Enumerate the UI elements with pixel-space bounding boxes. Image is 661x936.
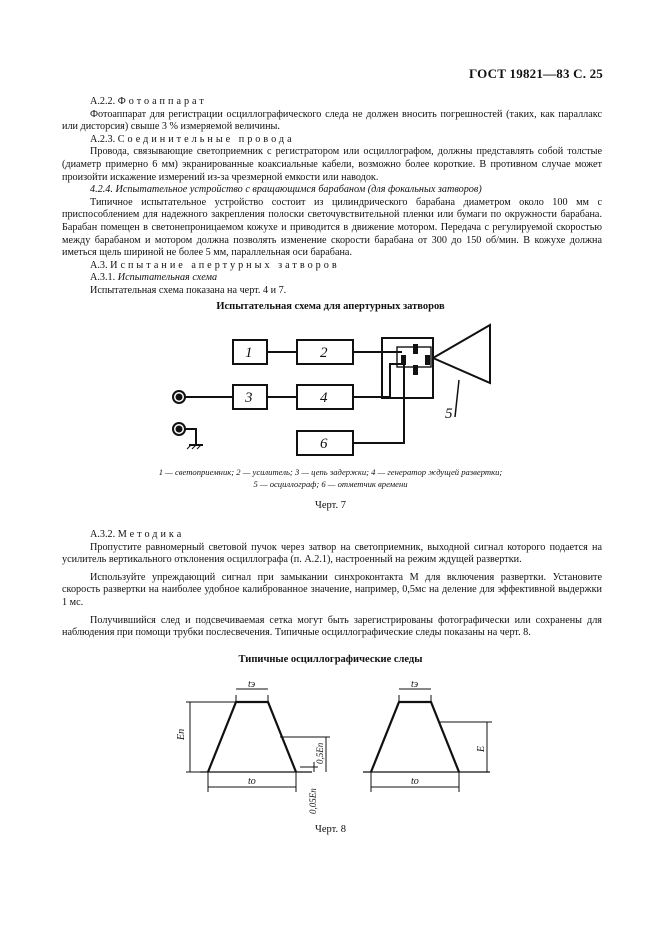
label-half: 0,5Eп bbox=[315, 742, 325, 764]
title-a31: Испытательная схема bbox=[117, 272, 218, 284]
fig7-legend bbox=[0, 466, 661, 490]
section-method bbox=[62, 529, 602, 640]
num-a223: А.2.3. bbox=[90, 133, 116, 145]
fig7-caption: Черт. 7 bbox=[315, 500, 346, 511]
label-ep: Eп bbox=[176, 728, 187, 740]
trace-right bbox=[371, 702, 459, 772]
fig8-labels bbox=[176, 679, 487, 814]
block-3-label: 3 bbox=[245, 390, 253, 406]
para-method-2: Используйте упреждающий сигнал при замыкании синхроконтакта М для включения развертки. Установите скорость развертки на наиболее удобное калиброванное значение, например, 0,5мс на деление для эффективной выдержки 1 мс. bbox=[62, 571, 602, 608]
ground-terminal-inner bbox=[177, 427, 182, 432]
para-a222: Фотоаппарат для регистрации осциллографического следа не должен вносить погрешностей (таких, как параллакс или дисторсия) свыше 3 % измеряемой величины. bbox=[62, 108, 602, 133]
block-2-label: 2 bbox=[320, 345, 328, 361]
heading-a32 bbox=[62, 529, 602, 542]
plate-b bbox=[414, 345, 417, 353]
para-a224: Типичное испытательное устройство состоит из цилиндрического барабана диаметром около 100 мм с приспособлением для надежного закрепления полоски светочувствительной пленки или бумаги по окружности барабана. Барабан помещен в светонепроницаемом кожухе и приводится в движение мотором. Передача с регулируемой скоростью между барабаном и мотором должна позволять изменение скорости барабана от 300 до 150 об/мин. В кожухе должна иметься щель шириной не более 5 мм, параллельная оси барабана. bbox=[62, 196, 602, 259]
label-te-right: tэ bbox=[411, 679, 419, 690]
para-method-3: Получившийся след и подсвечиваемая сетка могут быть зарегистрированы фотографически или сохранены для наблюдения при помощи трубки послесвечения. Типичные осциллографические следы показаны на черт. 8. bbox=[62, 614, 602, 639]
label-e-right: E bbox=[476, 745, 487, 752]
wire-6-scope bbox=[353, 364, 404, 443]
para-a223: Провода, связывающие светоприемник с регистратором или осциллографом, должны представлять собой толстые (диаметр примерно 6 мм) экранированные коаксиальные кабели, возможно более короткие. В противном случае может произойти искажение измерений из-за чрезмерной емкости или наводок. bbox=[62, 146, 602, 183]
plate-a bbox=[402, 356, 405, 364]
title-a224: Испытательное устройство с вращающимся барабаном (для фокальных затворов) bbox=[115, 184, 482, 196]
label-te-left: tэ bbox=[248, 679, 256, 690]
num-a3: А.3. bbox=[90, 259, 108, 271]
num-a31: А.3.1. bbox=[90, 272, 116, 284]
fig7-title: Испытательная схема для апертурных затворов bbox=[216, 301, 445, 312]
block-6-label: 6 bbox=[320, 436, 328, 452]
fig8-traces bbox=[186, 689, 492, 792]
plate-d bbox=[426, 356, 429, 364]
page-header: ГОСТ 19821—83 С. 25 bbox=[469, 66, 603, 81]
fig8-caption: Черт. 8 bbox=[315, 824, 346, 835]
input-terminal-inner bbox=[177, 395, 182, 400]
title-a222: Фотоаппарат bbox=[117, 96, 207, 107]
legend-line-1: 1 — светоприемник; 2 — усилитель; 3 — цепь задержки; 4 — генератор ждущей развертки; bbox=[158, 467, 503, 477]
block-4-label: 4 bbox=[320, 390, 328, 406]
block-1-label: 1 bbox=[245, 345, 253, 361]
fig7-diagram bbox=[173, 325, 490, 455]
title-a3: Испытание апертурных затворов bbox=[110, 259, 340, 271]
title-a223: Соединительные провода bbox=[117, 133, 295, 145]
num-a224: 4.2.4. bbox=[90, 184, 113, 196]
para-a31: Испытательная схема показана на черт. 4 и 7. bbox=[90, 284, 287, 296]
num-a222: А.2.2. bbox=[90, 96, 116, 107]
label-to-left: tо bbox=[248, 776, 256, 787]
oscilloscope-tube bbox=[433, 325, 490, 383]
title-a32: Методика bbox=[117, 529, 185, 540]
label-5: 5 bbox=[445, 406, 453, 422]
num-a32: А.3.2. bbox=[90, 529, 116, 540]
ground-wire bbox=[185, 429, 196, 445]
wire-4-scope bbox=[353, 364, 402, 397]
leader-5 bbox=[455, 380, 459, 417]
label-to-right: tо bbox=[411, 776, 419, 787]
plate-c bbox=[414, 366, 417, 374]
para-method-1: Пропустите равномерный световой пучок через затвор на светоприемник, выходной сигнал которого подается на усилитель вертикального отклонения осциллографа (п. А.2.1), настроенный на режим ждущей развертки. bbox=[62, 541, 602, 566]
legend-line-2: 5 — осциллограф; 6 — отметчик времени bbox=[253, 479, 408, 489]
label-zero: 0,05Eп bbox=[308, 788, 318, 814]
fig8-title: Типичные осциллографические следы bbox=[238, 654, 423, 665]
